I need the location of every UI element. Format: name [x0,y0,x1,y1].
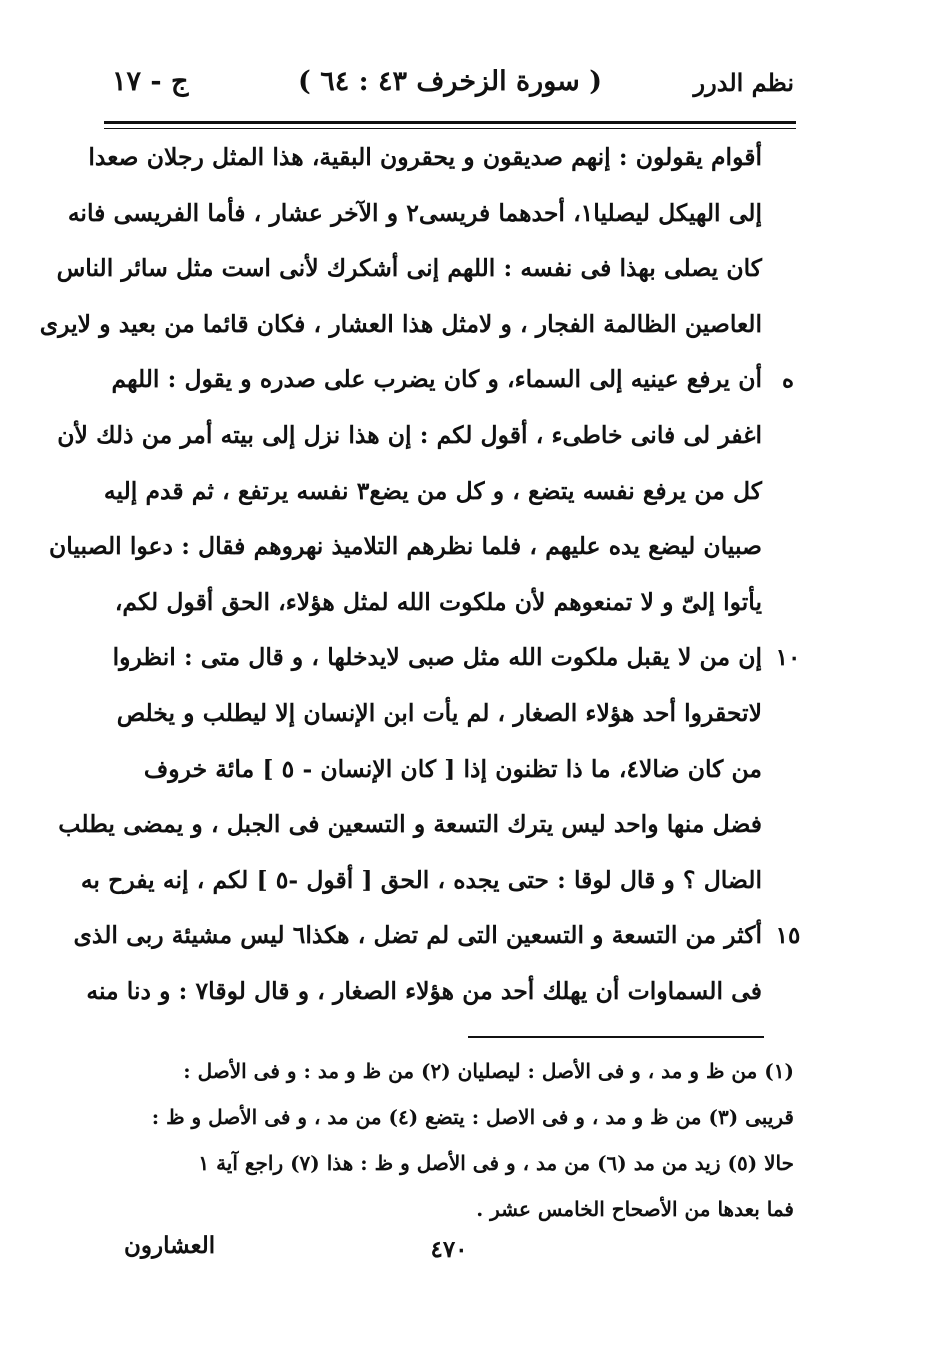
text-line: أن يرفع عينيه إلى السماء، و كان يضرب على صدره و يقول : اللهم [111,365,762,394]
page-number: ٤٧٠ [430,1236,468,1263]
volume-number: ج - ١٧ [112,66,189,97]
text-line: لاتحقروا أحد هؤلاء الصغار ، لم يأت ابن الإنسان إلا ليطلب و يخلص [116,698,762,727]
page-footer [104,1232,794,1272]
text-line: أكثر من التسعة و التسعين التى لم تضل ، هكذا٦ ليس مشيئة ربى الذى [73,921,762,950]
text-line: إلى الهيكل ليصليا١، أحدهما فريسى٢ و الآخر عشار ، فأما الفريسى فانه [67,198,762,227]
line-number: ١٠ [775,644,801,672]
text-line: العاصين الظالمة الفجار ، و لامثل هذا العشار ، فكان قائما من بعيد و لايرى [39,309,762,338]
footnote-line: قريبى (٣) من ظ و مد ، و فى الاصل : يتضع (٤) من مد ، و فى الأصل و ظ : [151,1105,794,1129]
running-title: نظم الدرر [693,68,794,97]
line-number: ه [781,366,795,394]
text-line: كل من يرفع نفسه يتضع ، و كل من يضع٣ نفسه يرتفع ، ثم قدم إليه [103,476,762,505]
text-line: من كان ضالا٤، ما ذا تظنون إذا [ كان الإنسان - ٥ ] مائة خروف [143,754,762,783]
footnote-line: فما بعدها من الأصحاح الخامس عشر . [476,1197,794,1221]
main-text [39,130,762,1020]
text-line: فى السماوات أن يهلك أحد من هؤلاء الصغار ، و قال لوقا٧ : و دنا منه [86,976,762,1005]
text-line: أقوام يقولون : إنهم صديقون و يحقرون البقية، هذا المثل رجلان صعدا [88,143,762,171]
footnotes [104,1048,794,1232]
signature-word: العشارون [124,1232,216,1259]
text-line: اغفر لى فانى خاطىء ، أقول لكم : إن هذا نزل إلى بيته أمر من ذلك لأن [57,420,762,449]
text-line: كان يصلى بهذا فى نفسه : اللهم إنى أشكرك لأنى است مثل سائر الناس [56,254,762,283]
text-line: صبيان ليضع يده عليهم ، فلما نظرهم التلاميذ نهروهم فقال : دعوا الصبيان [49,532,762,561]
text-line: إن من لا يقبل ملكوت الله مثل صبى لايدخلها ، و قال متى : انظروا [112,643,762,672]
surah-reference: ( سورة الزخرف ٤٣ : ٦٤ ) [298,66,602,97]
header-rule-thin [104,128,796,129]
page-header [106,62,794,106]
text-line: الضال ؟ و قال لوقا : حتى يجده ، الحق [ أقول -٥ ] لكم ، إنه يفرح به [80,865,762,894]
footnote-line: (١) من ظ و مد ، و فى الأصل : ليصليان (٢) من ظ و مد : و فى الأصل : [183,1059,794,1083]
text-line: يأتوا إلىّ و لا تمنعوهم لأن ملكوت الله لمثل هؤلاء، الحق أقول لكم، [114,587,762,616]
footnote-line: حالا (٥) زيد من مد (٦) من مد ، و فى الأصل و ظ : هذا (٧) راجع آية ١ [198,1151,794,1175]
text-line: فضل منها واحد ليس يترك التسعة و التسعين فى الجبل ، و يمضى يطلب [58,810,762,839]
header-rule [104,121,796,124]
line-number: ١٥ [775,922,801,950]
footnote-separator [468,1036,764,1038]
